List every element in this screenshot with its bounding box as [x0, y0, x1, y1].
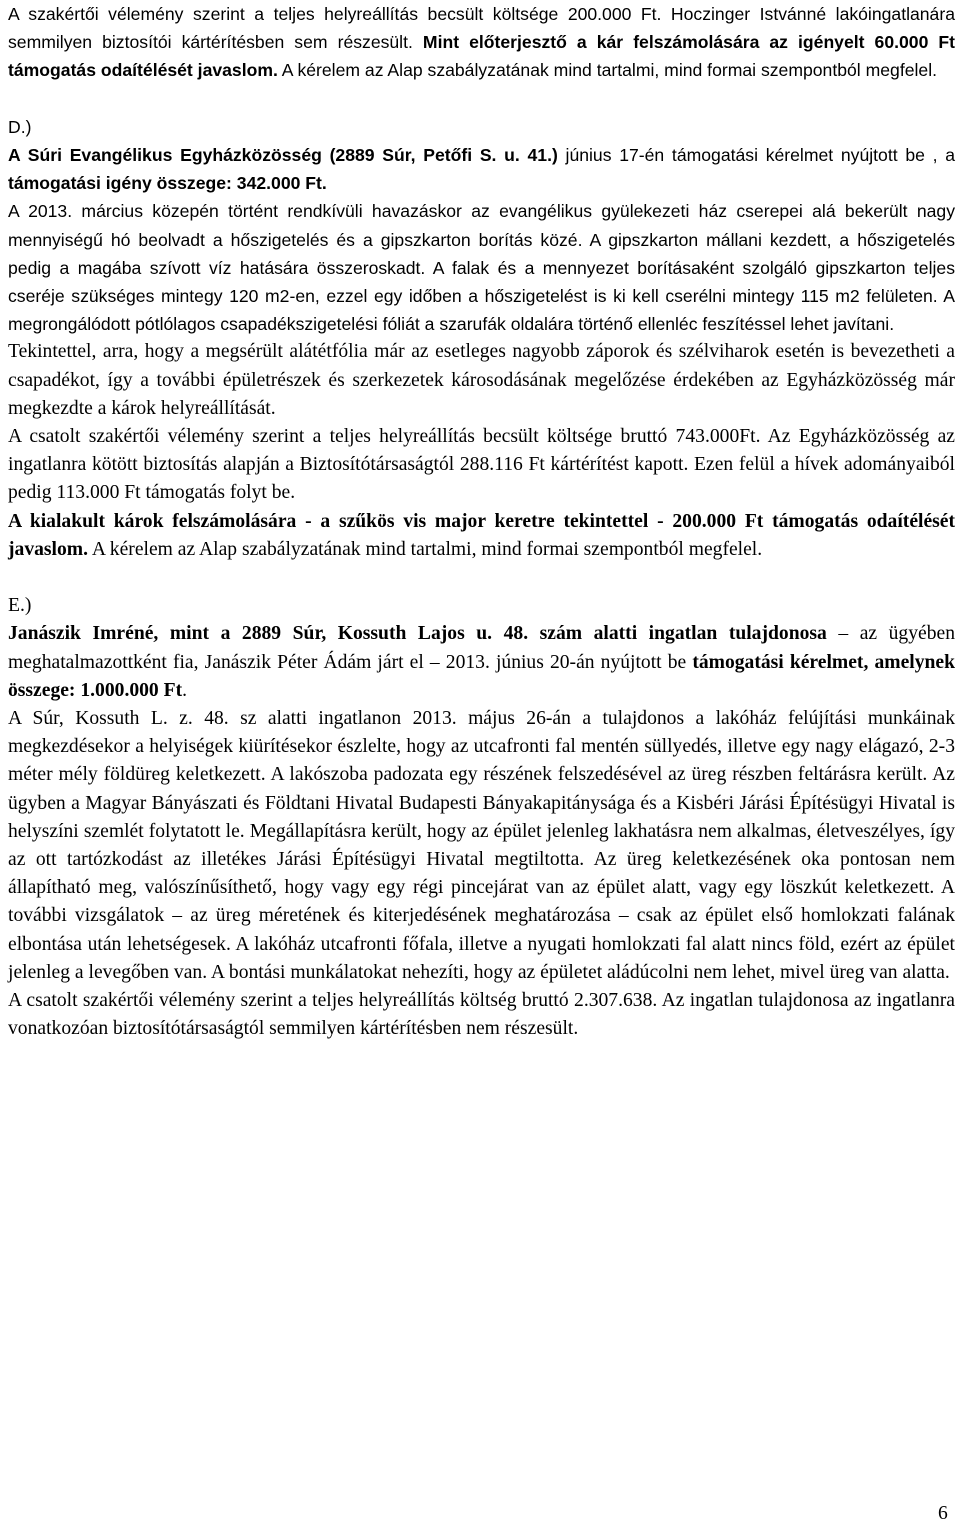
bold-text-run: A kialakult károk felszámolására - a szűkös vis major keretre tekintettel - 200.000 Ft támogatás odaítélését javaslom. [8, 510, 955, 560]
paragraph-d-reasoning: Tekintettel, arra, hogy a megsérült alátétfólia már az esetleges nagyobb záporok és szélviharok esetén is bevezetheti a csapadékot, így a további épületrészek és szerkezetek károsodásának megelőzése érdekében az Egyházközösség már megkezdte a károk helyreállítását. [8, 341, 955, 419]
section-heading-d: D.) [8, 116, 32, 137]
section-heading-e: E.) [8, 595, 32, 617]
text-run: A kérelem az Alap szabályzatának mind tartalmi, mind formai szempontból megfelel. [277, 60, 937, 81]
bold-text-run: Janászik Imréné, mint a 2889 Súr, Kossuth Lajos u. 48. szám alatti ingatlan tulajdonosa [8, 623, 827, 645]
bold-text-run: támogatási kérelmet, amelynek összege: 1.000.000 Ft [8, 651, 955, 701]
text-run: – az ügyében meghatalmazottként fia, Janászik Péter Ádám járt el – 2013. június 20-án nyújtott be [8, 623, 956, 673]
bold-text-run: A Súri Evangélikus Egyházközösség (2889 Súr, Petőfi S. u. 41.) [8, 145, 558, 165]
bold-text-run: támogatási igény összege: 342.000 Ft. [8, 173, 327, 194]
text-run: A szakértői vélemény szerint a teljes helyreállítás becsült költsége 200.000 Ft. Hoczinger Istvánné lakóingatlanára semmilyen biztosítói kártérítésben sem részesült. [8, 4, 955, 53]
bold-text-run: Mint előterjesztő a kár felszámolására az igényelt 60.000 Ft támogatás odaítélését javaslom. [8, 32, 955, 81]
paragraph-gap [8, 85, 955, 113]
text-run: A kérelem az Alap szabályzatának mind tartalmi, mind formai szempontból megfelel. [88, 538, 763, 560]
paragraph-gap [8, 564, 955, 592]
paragraph-d-costs: A csatolt szakértői vélemény szerint a teljes helyreállítás becsült költsége bruttó 743.000Ft. Az Egyházközösség az ingatlanra kötött biztosítás alapján a Biztosítótársaságtól 288.116 Ft kártérítést kapott. Ezen felül a hívek adományaiból pedig 113.000 Ft támogatás folyt be. [8, 426, 955, 504]
text-run: június 17-én támogatási kérelmet nyújtott be , a [557, 145, 955, 165]
paragraph-d-proposal [8, 508, 955, 564]
paragraph-c-conclusion [8, 0, 955, 85]
document-page [8, 0, 955, 1043]
page-number: 6 [938, 1503, 948, 1524]
paragraph-d-applicant [8, 141, 955, 197]
paragraph-e-damage: A Súr, Kossuth L. z. 48. sz alatti ingatlanon 2013. május 26-án a tulajdonos a lakóház felújítási munkáinak megkezdésekor a helyiségek kiürítésekor észlelte, hogy az utcafronti fal mentén süllyedés, illetve egy nagy elágazó, 2-3 méter mély földüreg keletkezett. A lakószoba padozata egy részének felszedésével az üreg részben feltárásra került. Az ügyben a Magyar Bányászati és Földtani Hivatal Budapesti Bányakapitánysága és a Kisbéri Járási Építésügyi Hivatal is helyszíni szemlét folytatott le. Megállapításra került, hogy az épület jelenleg lakhatásra nem alkalmas, életveszélyes, így az ott tartózkodást az illetékes Járási Építésügyi Hivatal megtiltotta. Az üreg keletkezésének oka pontosan nem állapítható meg, valószínűsíthető, hogy vagy egy régi pincejárat van az épület alatt, vagy egy löszkút keletkezett. A további vizsgálatok – az üreg méretének és kiterjedésének meghatározása – csak az épület első homlokzati falának elbontása után lehetségesek. A lakóház utcafronti főfala, illetve a nyugati homlokzati fal alatt nincs föld, ezért az épület jelenleg a levegőben van. A bontási munkálatokat nehezíti, hogy az épületet aládúcolni nem lehet, mivel üreg van alatta. [8, 708, 955, 983]
paragraph-d-damage: A 2013. március közepén történt rendkívüli havazáskor az evangélikus gyülekezeti ház cserepei alá bekerült nagy mennyiségű hó beolvadt a hőszigetelés és a gipszkarton borítás közé. A gipszkarton mállani kezdett, a hőszigetelés pedig a magába szívott víz hatására összeroskadt. A falak és a mennyezet borításaként szolgáló gipszkarton teljes cseréje szükséges mintegy 120 m2-en, ezzel egy időben a hőszigetelést is ki kell cserélni mintegy 115 m2 felületen. A megrongálódott pótlólagos csapadékszigetelési fóliát a szarufák oldalára történő ellenléc feszítéssel lehet javítani. [8, 201, 955, 335]
text-run: . [182, 679, 188, 701]
paragraph-e-applicant [8, 620, 955, 705]
paragraph-e-costs: A csatolt szakértői vélemény szerint a teljes helyreállítás költség bruttó 2.307.638. Az ingatlan tulajdonosa az ingatlanra vonatkozóan biztosítótársaságtól semmilyen kártérítésben nem részesült. [8, 990, 955, 1040]
